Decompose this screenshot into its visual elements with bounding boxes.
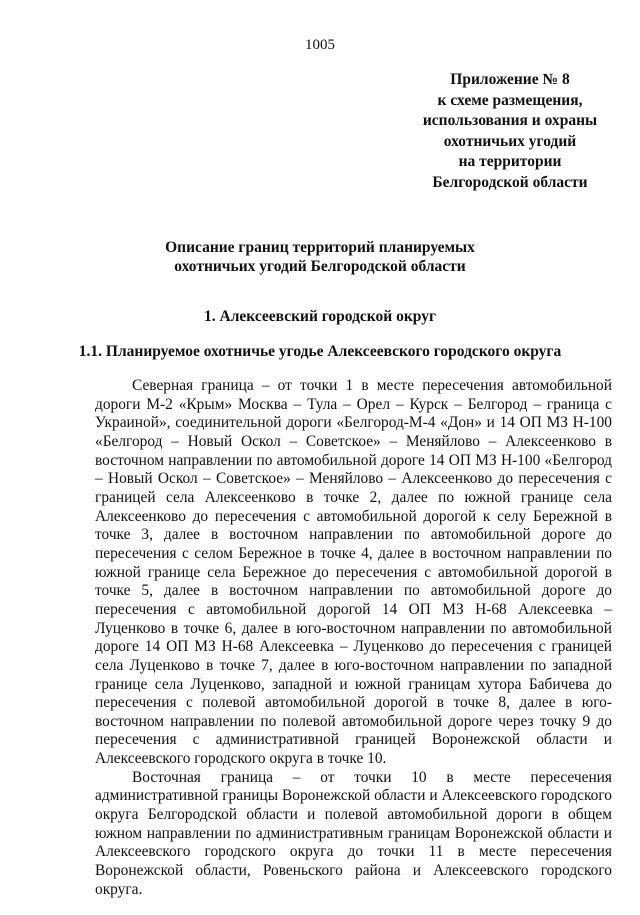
appendix-line: к схеме размещения, (437, 91, 583, 109)
appendix-line: Белгородской области (432, 173, 588, 191)
paragraph-eastern-border: Восточная граница – от точки 10 в месте пересечения административной границы Воронежской области и Алексеевского городского округа Белгородской области и полевой автомобильной дороги в общем южном направлении по административным границам Воронежской области и Алексеевского городского округа до точки 11 в месте пересечения Воронежской области, Ровеньского района и Алексеевского городского округа. (95, 768, 612, 898)
title-line-2: охотничьих угодий Белгородской области (174, 258, 466, 275)
appendix-line: на территории (458, 153, 562, 171)
subsection-heading: 1.1. Планируемое охотничье угодье Алексеевского городского округа (78, 343, 562, 360)
appendix-line: Приложение № 8 (450, 71, 570, 88)
document-title (0, 238, 640, 276)
appendix-header (390, 70, 630, 194)
title-line-1: Описание границ территорий планируемых (165, 239, 475, 256)
section-heading: 1. Алексеевский городской округ (204, 308, 436, 325)
page-number: 1005 (305, 37, 335, 53)
body-text (95, 377, 612, 899)
paragraph-northern-border: Северная граница – от точки 1 в месте пересечения автомобильной дороги М-2 «Крым» Москва – Тула – Орел – Курск – Белгород – граница с Украиной», соединительной дороги «Белгород-М-4 «Дон» и 14 ОП МЗ Н-100 «Белгород – Новый Оскол – Советское» – Меняйлово – Алексеенково в восточном направлении по автомобильной дороге 14 ОП МЗ Н-100 «Белгород – Новый Оскол – Советское» – Меняйлово – Алексеенково до пересечения с границей села Алексеенково в точке 2, далее по южной границе села Алексеенково до пересечения с автомобильной дорогой к селу Бережной в точке 3, далее в восточном направлении по автомобильной дороге до пересечения с селом Бережное в точке 4, далее в восточном направлении по южной границе села Бережное до пересечения с автомобильной дорогой в точке 5, далее в восточном направлении по автомобильной дороге до пересечения с автомобильной дорогой 14 ОП МЗ Н-68 Алексеевка – Луценково в точке 6, далее в юго-восточном направлении по автомобильной дороге 14 ОП МЗ Н-68 Алексеевка – Луценково до пересечения с границей села Луценково в точке 7, далее в юго-восточном направлении по западной границе села Луценково, западной и южной границам хутора Бабичева до пересечения с полевой автомобильной дорогой в точке 8, далее в юго-восточном направлении по полевой автомобильной дороге через точку 9 до пересечения с административной границей Воронежской области и Алексеевского городского округа в точке 10. (95, 377, 612, 768)
appendix-line: охотничьих угодий (443, 132, 577, 150)
appendix-line: использования и охраны (422, 112, 598, 130)
